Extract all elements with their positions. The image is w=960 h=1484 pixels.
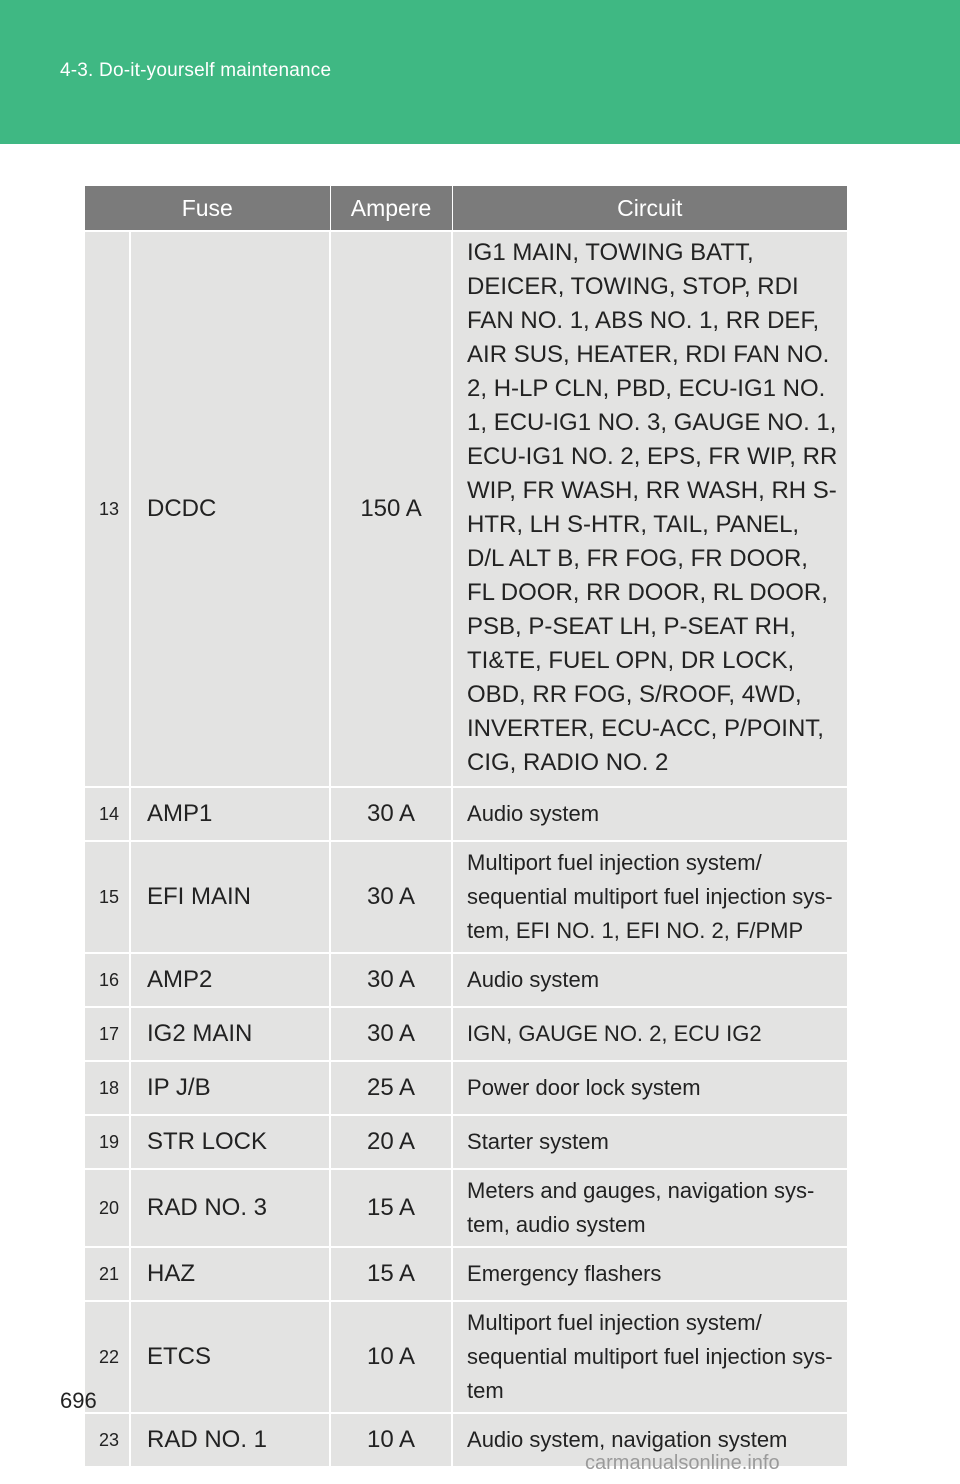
fuse-number: 19 xyxy=(85,1115,130,1169)
fuse-ampere: 20 A xyxy=(330,1115,452,1169)
table-row xyxy=(85,231,847,787)
fuse-name: AMP2 xyxy=(130,953,330,1007)
fuse-name: HAZ xyxy=(130,1247,330,1301)
fuse-ampere: 25 A xyxy=(330,1061,452,1115)
page-number: 696 xyxy=(60,1388,97,1413)
fuse-ampere: 30 A xyxy=(330,1007,452,1061)
fuse-circuit: Multiport fuel injection system/ sequential multiport fuel injection sys-tem, EFI NO. 1, EFI NO. 2, F/PMP xyxy=(452,841,847,953)
table-row xyxy=(85,1061,847,1115)
column-header-fuse: Fuse xyxy=(85,186,330,231)
fuse-table xyxy=(85,186,847,1466)
fuse-circuit: Audio system xyxy=(452,953,847,1007)
fuse-number: 23 xyxy=(85,1413,130,1466)
fuse-number: 13 xyxy=(85,231,130,787)
table-row xyxy=(85,1247,847,1301)
fuse-name: RAD NO. 1 xyxy=(130,1413,330,1466)
fuse-number: 17 xyxy=(85,1007,130,1061)
fuse-circuit: Audio system xyxy=(452,787,847,841)
column-header-circuit: Circuit xyxy=(452,186,847,231)
fuse-name: STR LOCK xyxy=(130,1115,330,1169)
fuse-name: RAD NO. 3 xyxy=(130,1169,330,1247)
fuse-number: 22 xyxy=(85,1301,130,1413)
fuse-name: DCDC xyxy=(130,231,330,787)
fuse-circuit: Multiport fuel injection system/ sequential multiport fuel injection sys-tem xyxy=(452,1301,847,1413)
fuse-name: EFI MAIN xyxy=(130,841,330,953)
table-row xyxy=(85,1301,847,1413)
fuse-number: 20 xyxy=(85,1169,130,1247)
fuse-ampere: 15 A xyxy=(330,1169,452,1247)
fuse-number: 18 xyxy=(85,1061,130,1115)
table-row xyxy=(85,1007,847,1061)
fuse-ampere: 15 A xyxy=(330,1247,452,1301)
fuse-name: IP J/B xyxy=(130,1061,330,1115)
fuse-circuit: IGN, GAUGE NO. 2, ECU IG2 xyxy=(452,1007,847,1061)
fuse-ampere: 30 A xyxy=(330,841,452,953)
fuse-number: 16 xyxy=(85,953,130,1007)
table-row xyxy=(85,787,847,841)
fuse-circuit: IG1 MAIN, TOWING BATT, DEICER, TOWING, STOP, RDI FAN NO. 1, ABS NO. 1, RR DEF, AIR SUS, HEATER, RDI FAN NO. 2, H-LP CLN, PBD, ECU-IG1 NO. 1, ECU-IG1 NO. 3, GAUGE NO. 1, ECU-IG1 NO. 2, EPS, FR WIP, RR WIP, FR WASH, RR WASH, RH S-HTR, LH S-HTR, TAIL, PANEL, D/L ALT B, FR FOG, FR DOOR, FL DOOR, RR DOOR, RL DOOR, PSB, P-SEAT LH, P-SEAT RH, TI&TE, FUEL OPN, DR LOCK, OBD, RR FOG, S/ROOF, 4WD, INVERTER, ECU-ACC, P/POINT, CIG, RADIO NO. 2 xyxy=(452,231,847,787)
fuse-circuit: Starter system xyxy=(452,1115,847,1169)
fuse-name: ETCS xyxy=(130,1301,330,1413)
fuse-number: 15 xyxy=(85,841,130,953)
column-header-ampere: Ampere xyxy=(330,186,452,231)
watermark-text: carmanualsonline.info xyxy=(585,1452,780,1474)
fuse-number: 21 xyxy=(85,1247,130,1301)
fuse-ampere: 30 A xyxy=(330,787,452,841)
table-row xyxy=(85,953,847,1007)
fuse-circuit: Emergency flashers xyxy=(452,1247,847,1301)
fuse-ampere: 150 A xyxy=(330,231,452,787)
section-title: 4-3. Do-it-yourself maintenance xyxy=(60,60,332,81)
fuse-ampere: 10 A xyxy=(330,1413,452,1466)
fuse-number: 14 xyxy=(85,787,130,841)
fuse-name: IG2 MAIN xyxy=(130,1007,330,1061)
fuse-name: AMP1 xyxy=(130,787,330,841)
table-header-row xyxy=(85,186,847,231)
fuse-circuit: Power door lock system xyxy=(452,1061,847,1115)
table-row xyxy=(85,1115,847,1169)
fuse-ampere: 10 A xyxy=(330,1301,452,1413)
fuse-circuit: Meters and gauges, navigation sys-tem, audio system xyxy=(452,1169,847,1247)
fuse-circuit: Audio system, navigation system xyxy=(452,1413,847,1466)
fuse-ampere: 30 A xyxy=(330,953,452,1007)
table-row xyxy=(85,1169,847,1247)
table-row xyxy=(85,841,847,953)
